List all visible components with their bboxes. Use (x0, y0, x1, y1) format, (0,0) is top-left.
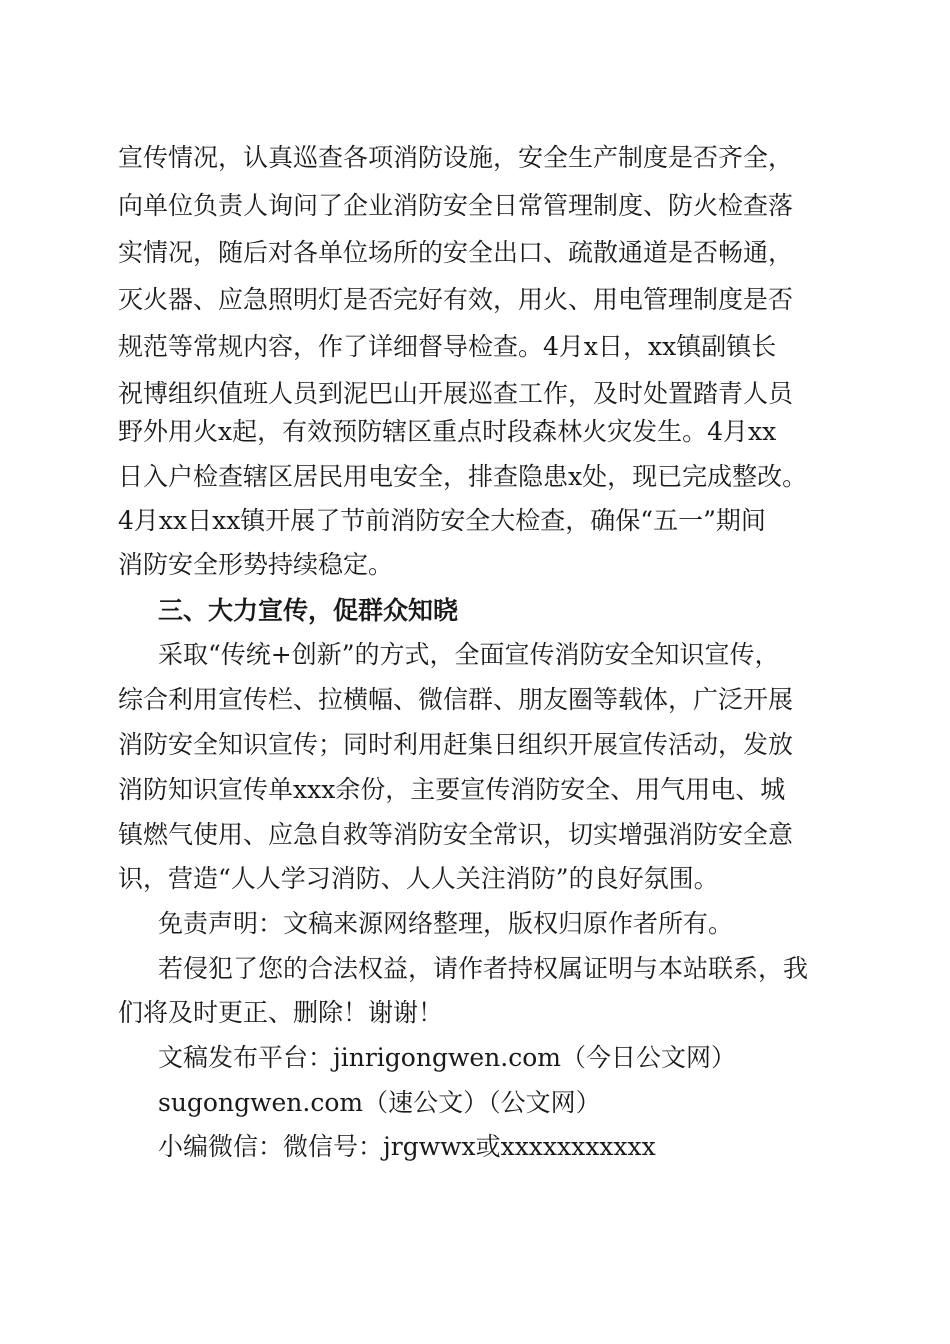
body-line-12: 综合利用宣传栏、拉横幅、微信群、朋友圈等载体，广泛开展 (118, 685, 794, 714)
body-line-9: 4月xx日xx镇开展了节前消防安全大检查，确保“五一”期间 (118, 506, 766, 535)
body-line-6: 祝博组织值班人员到泥巴山开展巡查工作，及时处置踏青人员 (118, 379, 794, 408)
body-line-7: 野外用火x起，有效预防辖区重点时段森林火灾发生。4月xx (118, 417, 777, 446)
body-line-8: 日入户检查辖区居民用电安全，排查隐患x处，现已完成整改。 (118, 462, 808, 491)
notice-line-1: 若侵犯了您的合法权益，请作者持权属证明与本站联系，我 (158, 954, 809, 983)
body-line-14: 消防知识宣传单xxx余份，主要宣传消防安全、用气用电、城 (118, 775, 786, 804)
body-line-5: 规范等常规内容，作了详细督导检查。4月x日，xx镇副镇长 (118, 332, 777, 361)
body-line-2: 向单位负责人询问了企业消防安全日常管理制度、防火检查落 (118, 191, 794, 220)
notice-line-2: 们将及时更正、删除！谢谢！ (118, 998, 444, 1027)
wechat-line: 小编微信：微信号：jrgwwx或xxxxxxxxxxx (158, 1132, 656, 1161)
body-line-15: 镇燃气使用、应急自救等消防安全常识，切实增强消防安全意 (118, 820, 794, 849)
disclaimer-line: 免责声明：文稿来源网络整理，版权归原作者所有。 (158, 909, 734, 938)
body-line-1: 宣传情况，认真巡查各项消防设施，安全生产制度是否齐全， (118, 143, 794, 172)
body-line-13: 消防安全知识宣传；同时利用赶集日组织开展宣传活动，发放 (118, 730, 794, 759)
platform-line-2: sugongwen.com（速公文）（公文网） (158, 1088, 601, 1117)
body-line-4: 灭火器、应急照明灯是否完好有效，用火、用电管理制度是否 (118, 285, 794, 314)
section-heading: 三、大力宣传，促群众知晓 (158, 596, 459, 625)
platform-line: 文稿发布平台：jinrigongwen.com（今日公文网） (158, 1043, 736, 1072)
body-line-16: 识，营造“人人学习消防、人人关注消防”的良好氛围。 (118, 864, 719, 893)
body-line-10: 消防安全形势持续稳定。 (118, 550, 394, 579)
body-line-3: 实情况，随后对各单位场所的安全出口、疏散通道是否畅通， (118, 238, 794, 267)
body-line-11: 采取“传统+创新”的方式，全面宣传消防安全知识宣传， (158, 640, 780, 669)
